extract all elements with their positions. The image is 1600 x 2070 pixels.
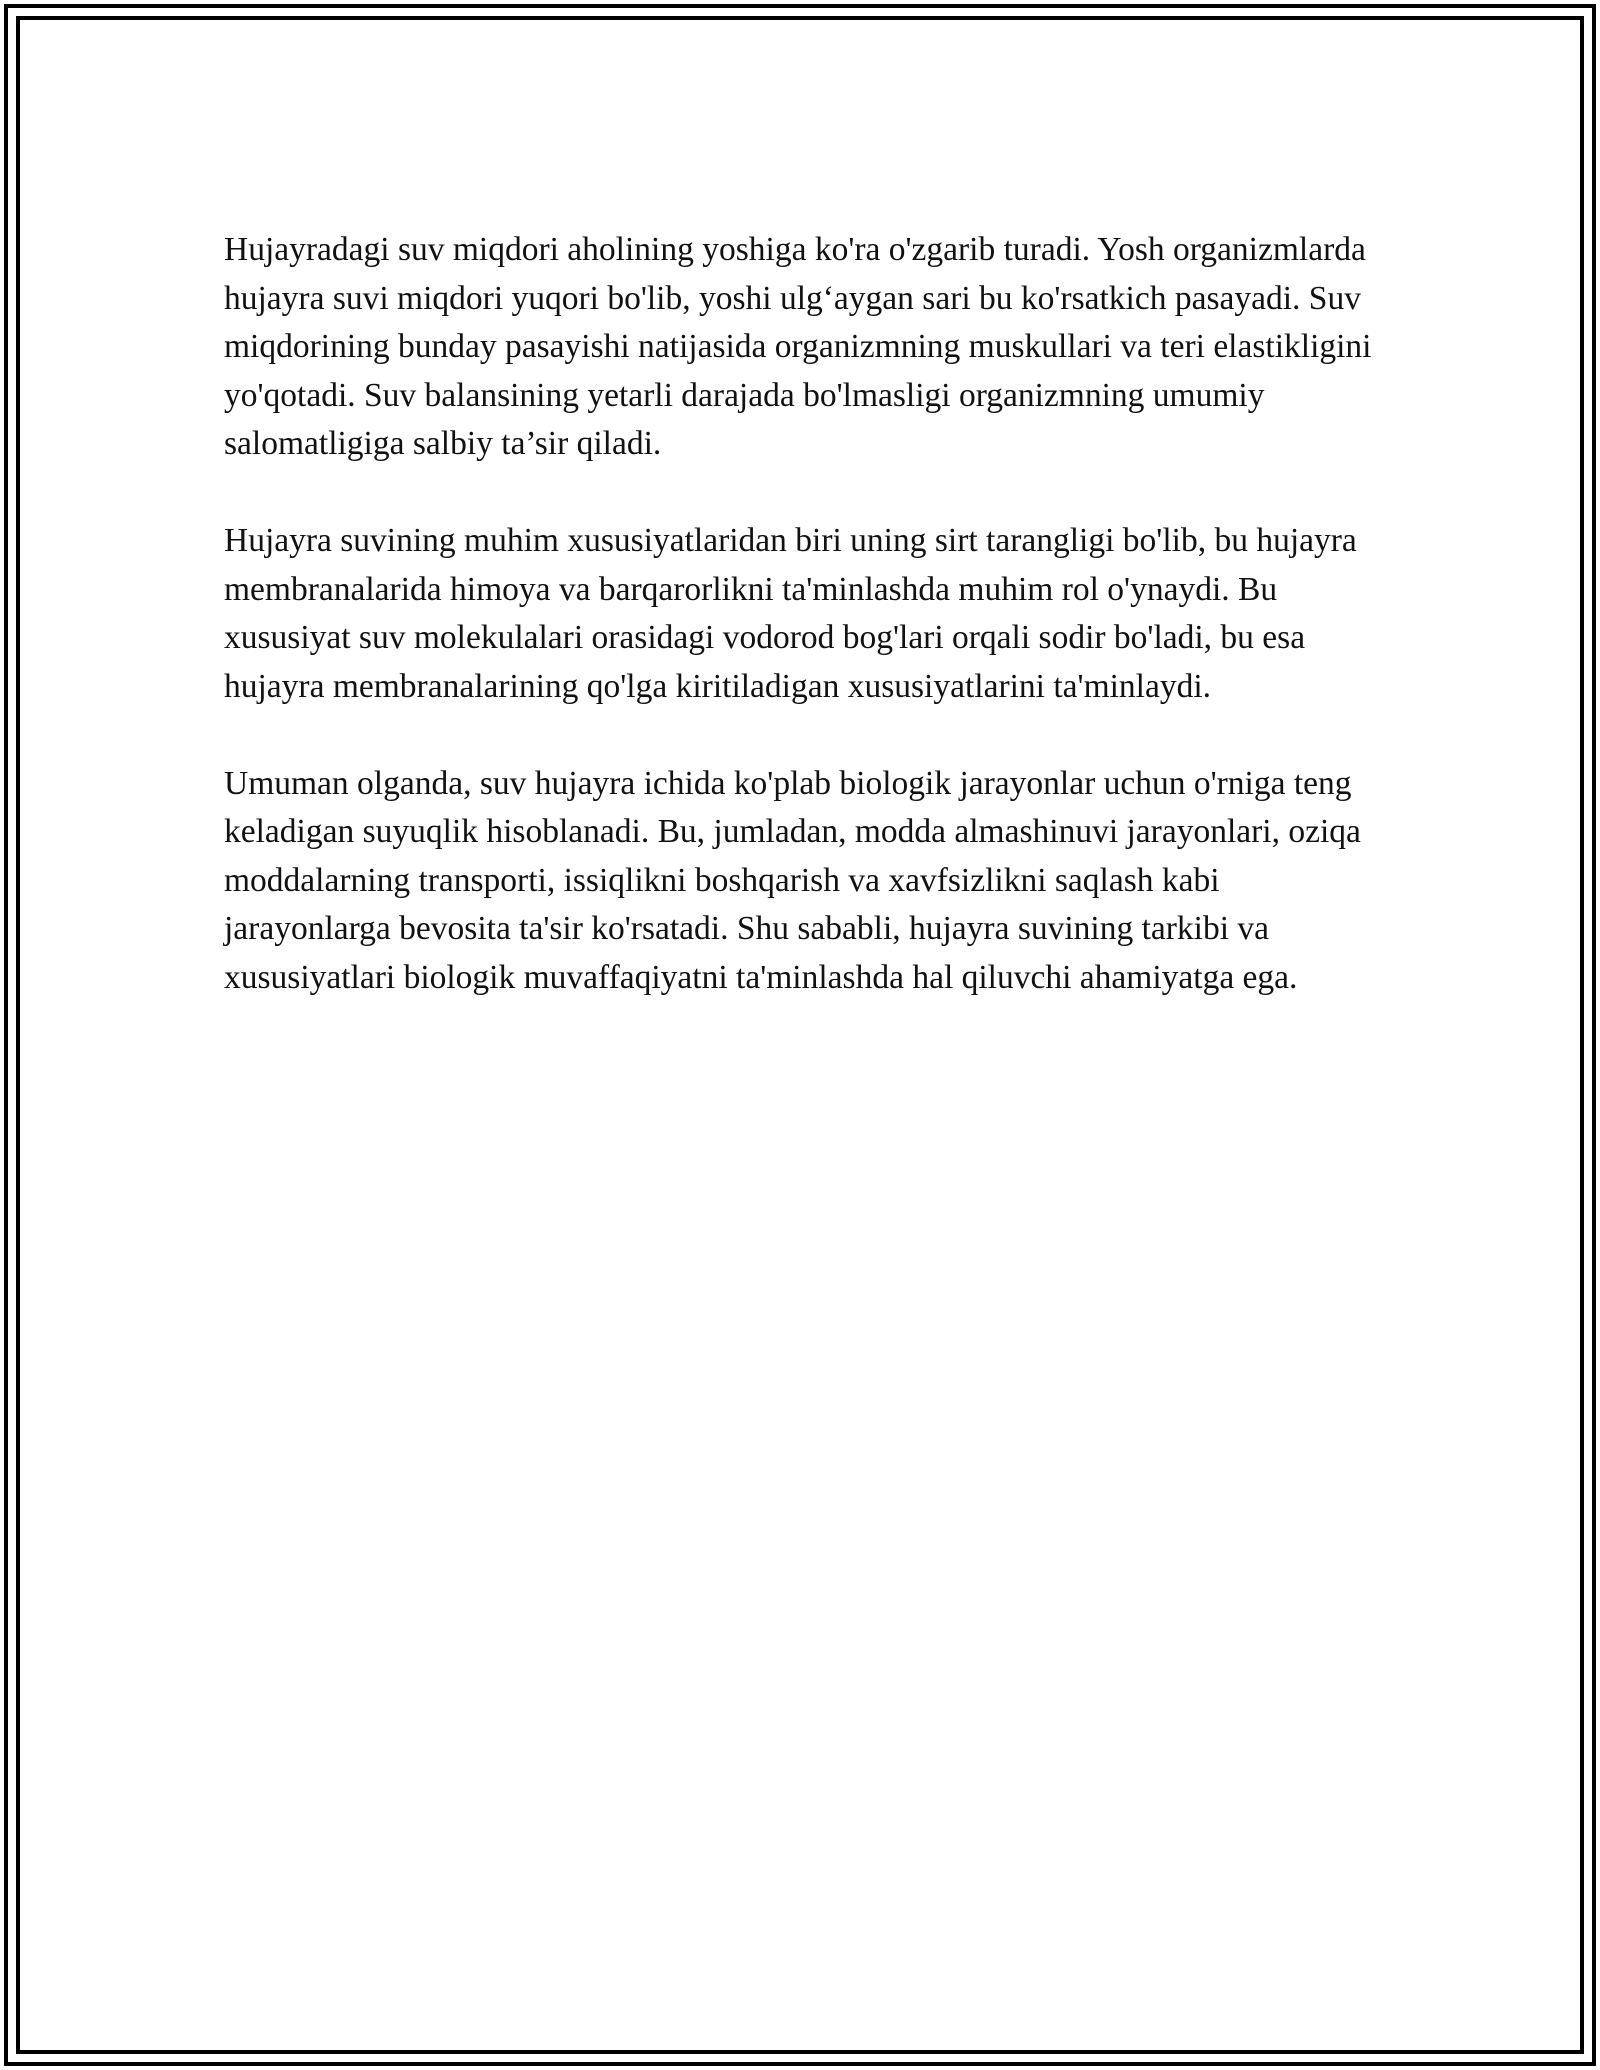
paragraph-3: Umuman olganda, suv hujayra ichida ko'plab biologik jarayonlar uchun o'rniga teng keladigan suyuqlik hisoblanadi. Bu, jumladan, modda almashinuvi jarayonlari, oziqa moddalarning transporti, issiqlikni boshqarish va xavfsizlikni saqlash kabi jarayonlarga bevosita ta'sir ko'rsatadi. Shu sababli, hujayra suvining tarkibi va xususiyatlari biologik muvaffaqiyatni ta'minlashda hal qiluvchi ahamiyatga ega.	[224, 764, 1361, 996]
paragraph-2: Hujayra suvining muhim xususiyatlaridan biri uning sirt tarangligi bo'lib, bu hujayra membranalarida himoya va barqarorlikni ta'minlashda muhim rol o'ynaydi. Bu xususiyat suv molekulalari orasidagi vodorod bog'lari orqali sodir bo'ladi, bu esa hujayra membranalarining qo'lga kiritiladigan xususiyatlarini ta'minlaydi.	[224, 522, 1357, 705]
document-body	[224, 226, 1374, 1002]
paragraph-1: Hujayradagi suv miqdori aholining yoshiga ko'ra o'zgarib turadi. Yosh organizmlarda hujayra suvi miqdori yuqori bo'lib, yoshi ulg‘aygan sari bu ko'rsatkich pasayadi. Suv miqdorining bunday pasayishi natijasida organizmning muskullari va teri elastikligini yo'qotadi. Suv balansining yetarli darajada bo'lmasligi organizmning umumiy salomatligiga salbiy ta’sir qiladi.	[224, 231, 1372, 462]
